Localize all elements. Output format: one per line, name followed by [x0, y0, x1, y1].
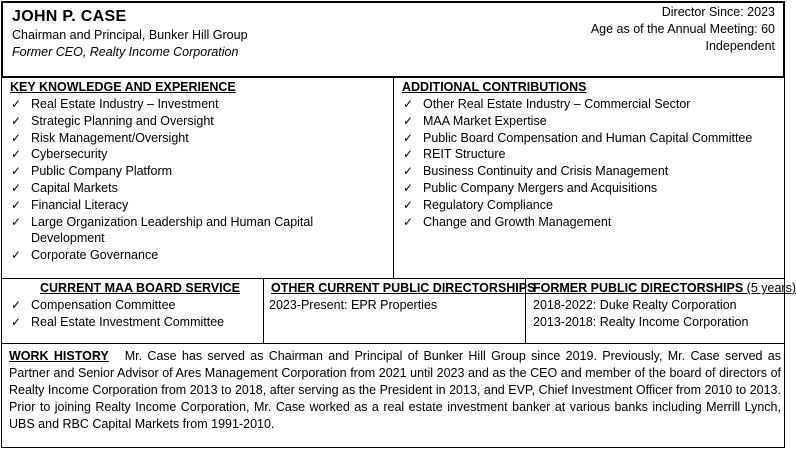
- current-position: Chairman and Principal, Bunker Hill Group: [12, 28, 248, 42]
- checkmark-icon: ✓: [11, 214, 22, 229]
- checkmark-icon: ✓: [403, 197, 414, 212]
- checkmark-icon: ✓: [403, 97, 414, 111]
- list-item: ✓ Compensation Committee: [11, 298, 176, 312]
- checkmark-icon: ✓: [11, 180, 22, 195]
- checkmark-icon: ✓: [403, 214, 414, 229]
- checkmark-icon: ✓: [11, 298, 22, 312]
- board-service-title: CURRENT MAA BOARD SERVICE: [40, 281, 241, 295]
- former-directorship-line: 2018-2022: Duke Realty Corporation: [533, 298, 737, 312]
- additional-contributions-title: ADDITIONAL CONTRIBUTIONS: [402, 80, 587, 94]
- list-item: ✓ Public Company Mergers and Acquisitions: [403, 180, 658, 195]
- checkmark-icon: ✓: [11, 164, 22, 179]
- list-item: ✓ MAA Market Expertise: [403, 113, 547, 128]
- checkmark-icon: ✓: [11, 197, 22, 212]
- checkmark-icon: ✓: [11, 113, 22, 128]
- list-item: ✓ REIT Structure: [403, 147, 506, 162]
- checkmark-icon: ✓: [11, 248, 22, 263]
- former-role: Former CEO, Realty Income Corporation: [12, 45, 239, 59]
- key-knowledge-box: [1, 77, 394, 279]
- director-since: Director Since: 2023: [661, 5, 775, 19]
- list-item: ✓ Corporate Governance: [11, 248, 159, 263]
- list-item: ✓ Regulatory Compliance: [403, 197, 553, 212]
- checkmark-icon: ✓: [11, 314, 22, 329]
- other-directorship-line: 2023-Present: EPR Properties: [269, 298, 438, 312]
- checkmark-icon: ✓: [403, 164, 414, 179]
- former-directorship-line: 2013-2018: Realty Income Corporation: [533, 315, 749, 329]
- list-item: ✓ Business Continuity and Crisis Management: [403, 164, 669, 179]
- independence-status: Independent: [705, 39, 775, 53]
- other-directorships-title: OTHER CURRENT PUBLIC DIRECTORSHIPS: [271, 281, 536, 295]
- former-directorships-period: (5 years): [743, 281, 796, 295]
- list-item: ✓ Risk Management/Oversight: [11, 130, 189, 145]
- list-item: ✓ Real Estate Investment Committee: [11, 314, 225, 329]
- additional-contributions-box: [393, 77, 785, 279]
- key-knowledge-list: [5, 96, 345, 264]
- age: Age as of the Annual Meeting: 60: [590, 22, 775, 36]
- board-service-list: [5, 297, 260, 331]
- checkmark-icon: ✓: [403, 180, 414, 195]
- additional-contributions-list: [397, 96, 782, 230]
- former-directorships-title: FORMER PUBLIC DIRECTORSHIPS: [533, 281, 744, 295]
- former-directorships-box: [525, 278, 796, 344]
- work-history-label: WORK HISTORY: [9, 349, 109, 363]
- list-item: ✓ Strategic Planning and Oversight: [11, 113, 214, 128]
- checkmark-icon: ✓: [11, 147, 22, 162]
- header-box: [1, 1, 785, 78]
- checkmark-icon: ✓: [11, 97, 22, 111]
- other-directorships-box: [263, 278, 536, 344]
- list-item: ✓ Change and Growth Management: [403, 214, 612, 229]
- list-item: ✓ Capital Markets: [11, 180, 118, 195]
- key-knowledge-title: KEY KNOWLEDGE AND EXPERIENCE: [10, 80, 236, 94]
- list-item: ✓ Real Estate Industry – Investment: [11, 97, 219, 111]
- checkmark-icon: ✓: [403, 147, 414, 162]
- checkmark-icon: ✓: [11, 130, 22, 145]
- former-directorships-heading: [533, 281, 796, 295]
- work-history: [9, 348, 781, 433]
- checkmark-icon: ✓: [403, 130, 414, 145]
- checkmark-icon: ✓: [403, 113, 414, 128]
- list-item: ✓ Other Real Estate Industry – Commercial Sector: [403, 97, 691, 111]
- list-item: ✓ Financial Literacy: [11, 197, 129, 212]
- list-item: ✓ Large Organization Leadership and Human Capital Development: [11, 214, 314, 246]
- work-history-text: Mr. Case has served as Chairman and Principal of Bunker Hill Group since 2019. Previously, Mr. Case served as Partner and Senior Advisor of Ares Management Corporation from 2021 until 2023 and as the CEO and member of the board of directors of Realty Income Corporation from 2013 to 2018, after serving as the President in 2013, and EVP, Chief Investment Officer from 2010 to 2013. Prior to joining Realty Income Corporation, Mr. Case worked as a real estate investment banker at various banks including Merrill Lynch, UBS and RBC Capital Markets from 1991-2010.: [9, 349, 782, 431]
- board-service-box: [1, 278, 264, 344]
- director-name: JOHN P. CASE: [12, 8, 127, 25]
- list-item: ✓ Public Board Compensation and Human Capital Committee: [403, 130, 753, 145]
- list-item: ✓ Cybersecurity: [11, 147, 108, 162]
- list-item: ✓ Public Company Platform: [11, 164, 173, 179]
